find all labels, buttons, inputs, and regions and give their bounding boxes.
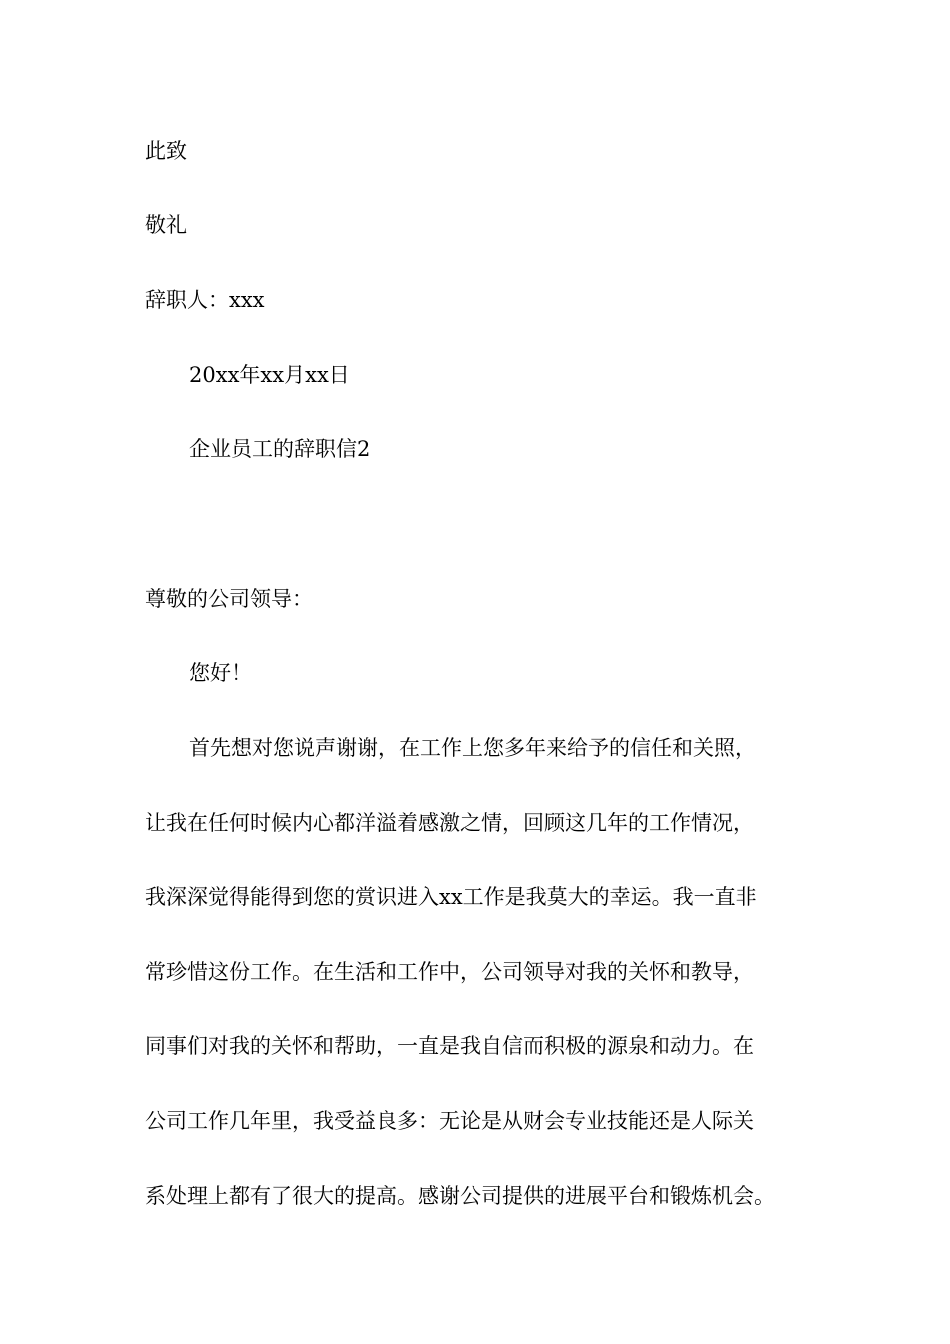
salutation: 尊敬的公司领导： xyxy=(145,587,313,611)
body-line: 同事们对我的关怀和帮助，一直是我自信而积极的源泉和动力。在 xyxy=(145,1034,754,1058)
body-line: 系处理上都有了很大的提高。感谢公司提供的进展平台和锻炼机会。 xyxy=(145,1184,775,1208)
closing-line-1: 此致 xyxy=(145,139,187,163)
greeting: 您好！ xyxy=(189,661,252,685)
body-line: 让我在任何时候内心都洋溢着感激之情，回顾这几年的工作情况， xyxy=(145,811,754,835)
signer-line: 辞职人：xxx xyxy=(145,288,265,312)
body-line: 公司工作几年里，我受益良多：无论是从财会专业技能还是人际关 xyxy=(145,1109,754,1133)
body-line: 我深深觉得能得到您的赏识进入xx工作是我莫大的幸运。我一直非 xyxy=(145,885,757,909)
section-heading: 企业员工的辞职信2 xyxy=(189,437,371,461)
date-line: 20xx年xx月xx日 xyxy=(189,363,350,387)
body-line: 首先想对您说声谢谢，在工作上您多年来给予的信任和关照， xyxy=(189,736,756,760)
closing-line-2: 敬礼 xyxy=(145,213,187,237)
body-line: 常珍惜这份工作。在生活和工作中，公司领导对我的关怀和教导， xyxy=(145,960,754,984)
